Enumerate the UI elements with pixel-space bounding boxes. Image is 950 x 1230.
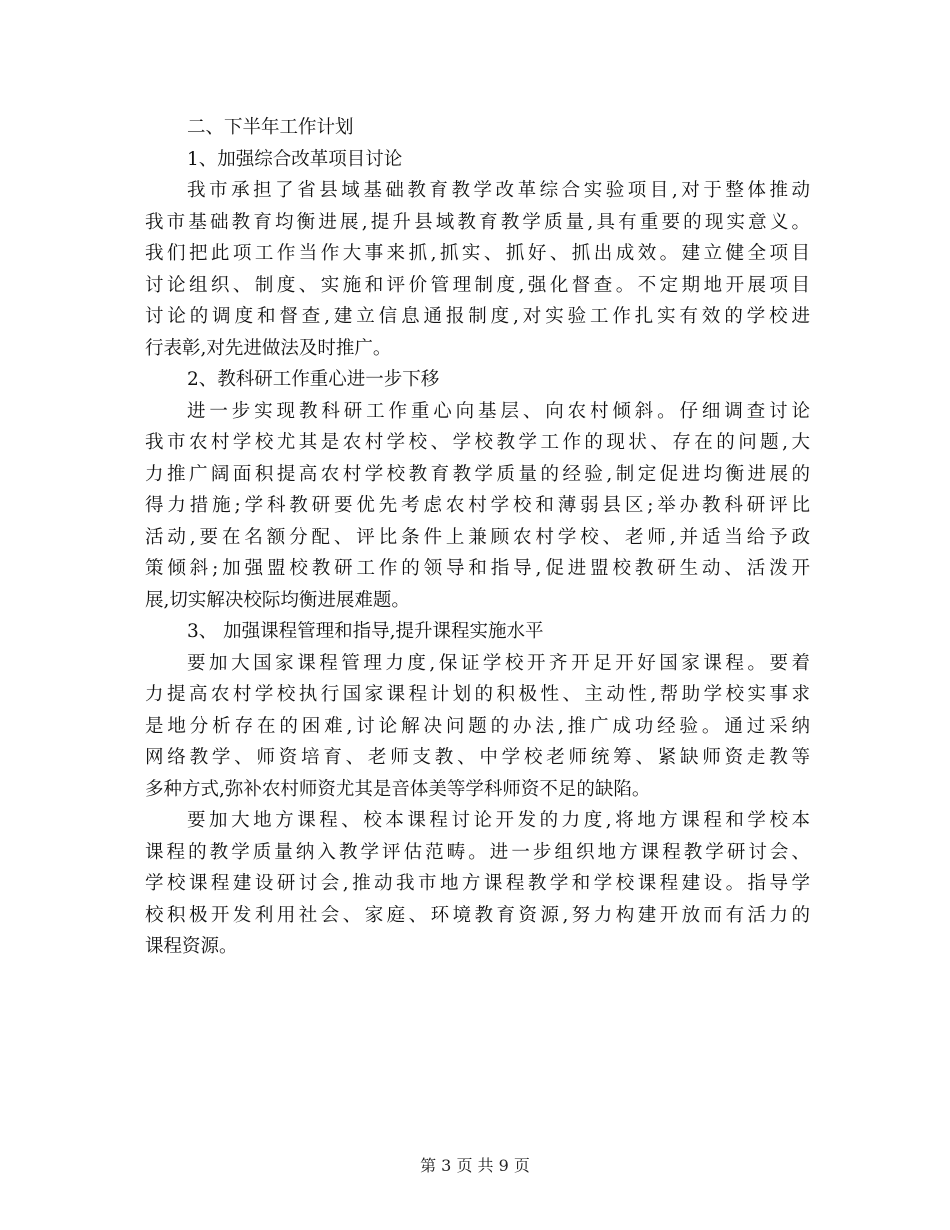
paragraph-line: 要加大国家课程管理力度,保证学校开齐开足开好国家课程。要着	[187, 652, 810, 674]
document-body	[145, 112, 810, 963]
paragraph-line: 展,切实解决校际均衡进展难题。	[145, 589, 410, 611]
paragraph-line: 是地分析存在的困难,讨论解决问题的办法,推广成功经验。通过采纳	[145, 715, 810, 737]
paragraph-line: 我市承担了省县域基础教育教学改革综合实验项目,对于整体推动	[187, 180, 810, 201]
paragraph-line: 活动,要在名额分配、评比条件上兼顾农村学校、老师,并适当给予政	[145, 526, 810, 548]
paragraph-line: 我市基础教育均衡进展,提升县域教育教学质量,具有重要的现实意义。	[145, 211, 810, 233]
paragraph-line: 我们把此项工作当作大事来抓,抓实、抓好、抓出成效。建立健全项目	[145, 243, 810, 264]
subsection-heading-3	[145, 616, 810, 648]
heading-line: 1、加强综合改革项目讨论	[187, 148, 403, 170]
paragraph-line: 要加大地方课程、校本课程讨论开发的力度,将地方课程和学校本	[187, 810, 810, 831]
paragraph-line: 多种方式,弥补农村师资尤其是音体美等学科师资不足的缺陷。	[145, 778, 651, 800]
paragraph-1	[145, 175, 810, 364]
page-number-footer: 第 3 页 共 9 页	[420, 1156, 530, 1175]
paragraph-line: 学校课程建设研讨会,推动我市地方课程教学和学校课程建设。指导学	[145, 873, 810, 894]
paragraph-line: 网络教学、师资培育、老师支教、中学校老师统筹、紧缺师资走教等	[145, 747, 810, 768]
paragraph-2	[145, 396, 810, 617]
heading-line: 二、下半年工作计划	[187, 117, 354, 138]
paragraph-line: 行表彰,对先进做法及时推广。	[145, 337, 392, 359]
subsection-heading-2	[145, 364, 810, 396]
paragraph-line: 课程资源。	[145, 936, 238, 957]
paragraph-line: 得力措施;学科教研要优先考虑农村学校和薄弱县区;举办教科研评比	[145, 495, 810, 516]
heading-line: 3、 加强课程管理和指导,提升课程实施水平	[187, 621, 544, 642]
paragraph-line: 讨论组织、制度、实施和评价管理制度,强化督查。不定期地开展项目	[145, 274, 810, 296]
paragraph-line: 进一步实现教科研工作重心向基层、向农村倾斜。仔细调查讨论	[187, 400, 810, 422]
section-heading	[145, 112, 810, 144]
paragraph-line: 力提高农村学校执行国家课程计划的积极性、主动性,帮助学校实事求	[145, 684, 810, 705]
paragraph-4	[145, 805, 810, 963]
paragraph-line: 我市农村学校尤其是农村学校、学校教学工作的现状、存在的问题,大	[145, 432, 810, 453]
paragraph-line: 课程的教学质量纳入教学评估范畴。进一步组织地方课程教学研讨会、	[145, 841, 810, 863]
paragraph-line: 校积极开发利用社会、家庭、环境教育资源,努力构建开放而有活力的	[145, 904, 810, 926]
paragraph-line: 策倾斜;加强盟校教研工作的领导和指导,促进盟校教研生动、活泼开	[145, 558, 810, 579]
paragraph-line: 讨论的调度和督查,建立信息通报制度,对实验工作扎实有效的学校进	[145, 306, 810, 327]
heading-line: 2、教科研工作重心进一步下移	[187, 369, 440, 390]
subsection-heading-1	[145, 144, 810, 176]
paragraph-line: 力推广阔面积提高农村学校教育教学质量的经验,制定促进均衡进展的	[145, 463, 810, 485]
paragraph-3	[145, 648, 810, 806]
